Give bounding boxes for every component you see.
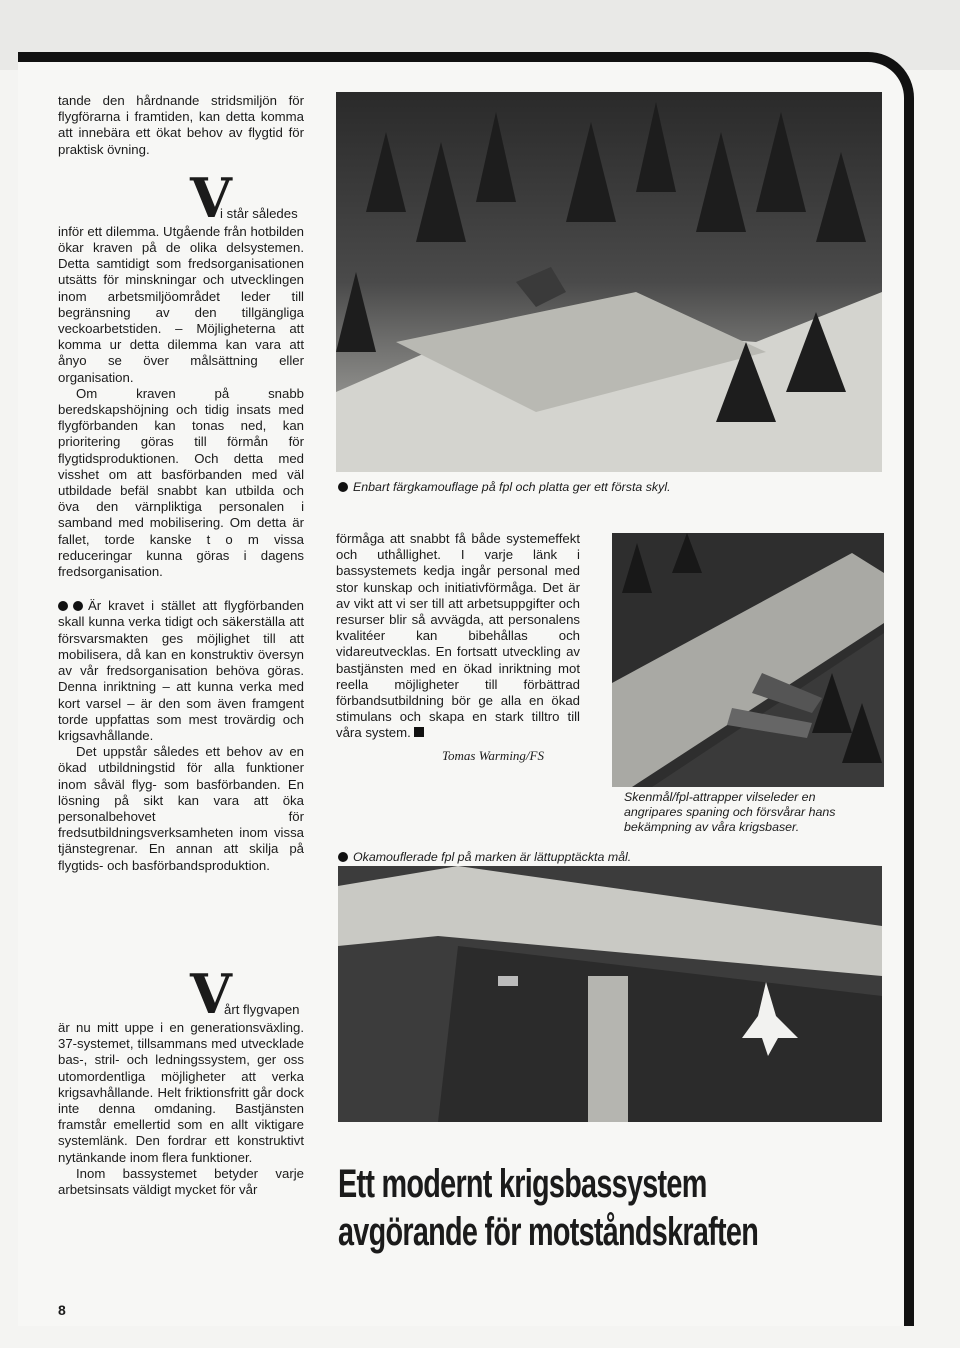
left-column-bottom — [58, 962, 304, 1198]
dropcap-letter: V — [190, 962, 232, 1026]
author-signature: Tomas Warming/FS — [442, 747, 544, 763]
photo-aerial-image — [338, 866, 882, 1122]
caption-photo-3 — [338, 850, 878, 865]
end-mark-icon — [414, 727, 424, 737]
bullet-icon — [73, 601, 83, 611]
caption-photo-2: Skenmål/fpl-attrapper vilseleder en angripares spaning och försvårar hans bekämpning av våra krigsbaser. — [624, 790, 836, 834]
paragraph-5: är nu mitt uppe i en generationsväxling. 37-systemet, tillsammans med utvecklade bas-, stril- och ledningssystem, ger oss utomordentliga möjligheter att verka krigsavhållande. Helt friktionsfritt går dock inte denna omdaning. Bastjänsten framstår emellertid som en allt viktigare systemlänk. Den fordrar ett konstruktivt nytänkande inom flera funktioner. — [58, 1020, 304, 1165]
dropcap-text: i står således — [220, 205, 298, 221]
headline-line-2: avgörande för motståndskraften — [338, 1210, 759, 1254]
paragraph-6: Inom bassystemet betyder varje arbetsinsats väldigt mycket för vår — [58, 1165, 304, 1198]
paragraph-3 — [58, 598, 304, 744]
headline-line-1: Ett modernt krigsbassystem — [338, 1162, 707, 1206]
caption-photo-1-text: Enbart färgkamouflage på fpl och platta ger ett första skyl. — [353, 480, 671, 494]
dropcap-letter: V — [190, 165, 232, 230]
photo-aerial-base — [338, 866, 882, 1122]
left-column — [58, 93, 304, 874]
bullet-icon — [58, 601, 68, 611]
dropcap-block-1 — [58, 165, 304, 230]
paragraph-3-text: Är kravet i stället att flygförbanden skall kunna verka tidigt och säkerställa att försvarsmakten ges möjlighet till att mobilisera, då kan en konstruktiv översyn av vår fredsorganisation behöva göras. Denna inriktning – att kunna verka med kort varsel – är den som även framgent torde uppfattas som mest trovärdig och krigsavhållande. — [58, 598, 304, 743]
col2-paragraph-text: förmåga att snabbt få både systemeffekt och uthållighet. I varje länk i bassystemets kedja ingår personal med stor kunskap och initiativförmåga. Det är av vikt att vi ser till att arbetsuppgifter och resurser blir så avvägda, att personalens kvalitéer kan bibehållas och vidareutvecklas. En fortsatt utveckling av bastjänsten med en ökad inriktning mot reella möjligheter till förbättrad förbandsutbildning bör ge alla en ökad stimulans och skapa en stark tilltro till våra system. — [336, 531, 580, 741]
photo-decoy-image — [612, 533, 884, 787]
middle-column — [336, 531, 580, 764]
bullet-icon — [338, 482, 348, 492]
paragraph-2: Om kraven på snabb beredskapshöjning och tidig insats med flygförbanden kan tonas ned, kan prioritering göras till förmån för flygtidsproduktionen. Och detta med visshet om att basförbanden med väl utbildade befäl snabbt kan utbilda och öva den värnpliktiga personalen i samband med mobilisering. Om detta är fallet, torde kanske t o m vissa reduceringar kunna göras i dagens fredsorganisation. — [58, 385, 304, 580]
col2-paragraph — [336, 531, 580, 742]
dropcap-block-2 — [58, 962, 304, 1026]
paragraph-4: Det uppstår således ett behov av en ökad utbildningstid för alla funktioner inom såväl flyg- som basförbanden. En lösning på sikt kan vara att öka personalbehovet för fredsutbildningsverksamheten inom vissa tjänstegrenar. En annan att skilja på flygtids- och basförbandsproduktion. — [58, 744, 304, 873]
photo-forest-camouflage — [336, 92, 882, 472]
dropcap-text: årt flygvapen — [224, 1002, 300, 1017]
caption-photo-3-text: Okamouflerade fpl på marken är lättupptäckta mål. — [353, 850, 632, 864]
page-number: 8 — [58, 1302, 66, 1318]
photo-forest-image — [336, 92, 882, 472]
intro-paragraph: tande den hårdnande stridsmiljön för flygförarna i framtiden, kan detta komma att innebära ett ökat behov av flygtid för praktisk övning. — [58, 93, 304, 157]
photo-decoy-aircraft — [612, 533, 884, 787]
article-headline — [338, 1160, 759, 1256]
caption-photo-1 — [338, 480, 878, 495]
bullet-icon — [338, 852, 348, 862]
paragraph-1: inför ett dilemma. Utgående från hotbilden ökar kraven på de olika delsystemen. Detta samtidigt som fredsorganisationen utsätts för minskningar och utvecklingen inom arbetsmiljöområdet leder till begränsning av den tillgängliga veckoarbetstiden. – Möjligheterna att komma ur detta dilemma kan vara att ånyo se över målsättning eller organisation. — [58, 223, 304, 385]
